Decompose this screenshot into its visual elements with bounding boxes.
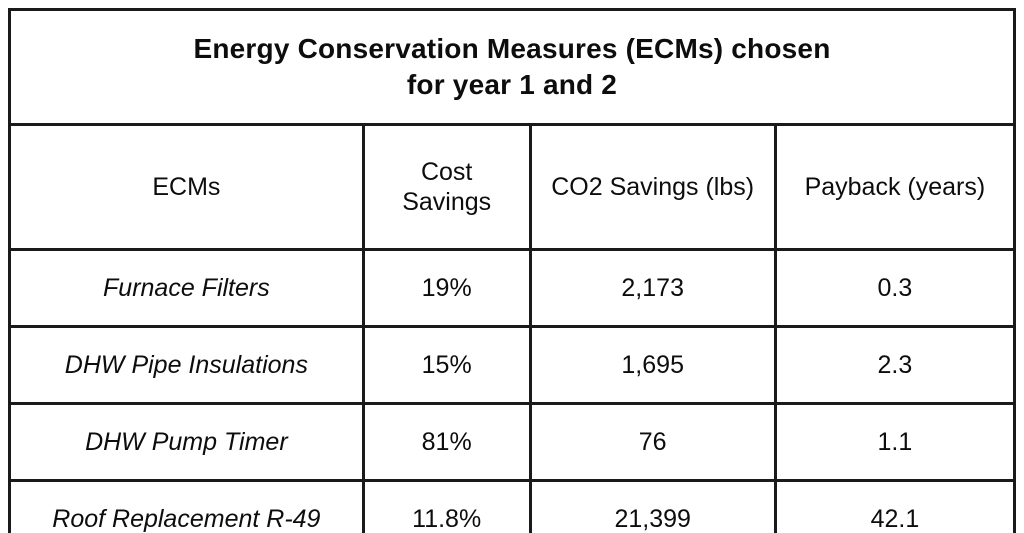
cell-co2-savings: 21,399 <box>530 481 775 533</box>
header-payback-label: Payback (years) <box>804 173 986 201</box>
table-row <box>10 327 1015 404</box>
cell-cost-savings: 15% <box>363 327 530 404</box>
title-line-2: for year 1 and 2 <box>406 69 618 100</box>
header-co2-savings <box>530 125 775 250</box>
page-title <box>10 10 1015 125</box>
cell-ecm-name: Roof Replacement R-49 <box>10 481 364 533</box>
header-ecms-label: ECMs <box>152 173 221 201</box>
table-row <box>10 481 1015 533</box>
title-line-1: Energy Conservation Measures (ECMs) chosen <box>193 33 831 65</box>
header-cost-savings <box>363 125 530 250</box>
header-cost-savings-line-1: Cost <box>420 158 473 186</box>
cell-ecm-name: DHW Pipe Insulations <box>10 327 364 404</box>
cell-cost-savings: 11.8% <box>363 481 530 533</box>
header-co2-savings-label: CO2 Savings (lbs) <box>551 173 755 201</box>
header-ecms <box>10 125 364 250</box>
cell-ecm-name: Furnace Filters <box>10 250 364 327</box>
table-row <box>10 404 1015 481</box>
cell-co2-savings: 1,695 <box>530 327 775 404</box>
table-header-row <box>10 125 1015 250</box>
cell-ecm-name: DHW Pump Timer <box>10 404 364 481</box>
ecm-table <box>8 8 1016 533</box>
cell-payback: 42.1 <box>775 481 1014 533</box>
cell-cost-savings: 19% <box>363 250 530 327</box>
cell-payback: 2.3 <box>775 327 1014 404</box>
table-row <box>10 250 1015 327</box>
header-payback <box>775 125 1014 250</box>
cell-co2-savings: 76 <box>530 404 775 481</box>
table-title-row <box>10 10 1015 125</box>
cell-payback: 1.1 <box>775 404 1014 481</box>
cell-payback: 0.3 <box>775 250 1014 327</box>
cell-co2-savings: 2,173 <box>530 250 775 327</box>
header-cost-savings-line-2: Savings <box>402 188 492 216</box>
cell-cost-savings: 81% <box>363 404 530 481</box>
